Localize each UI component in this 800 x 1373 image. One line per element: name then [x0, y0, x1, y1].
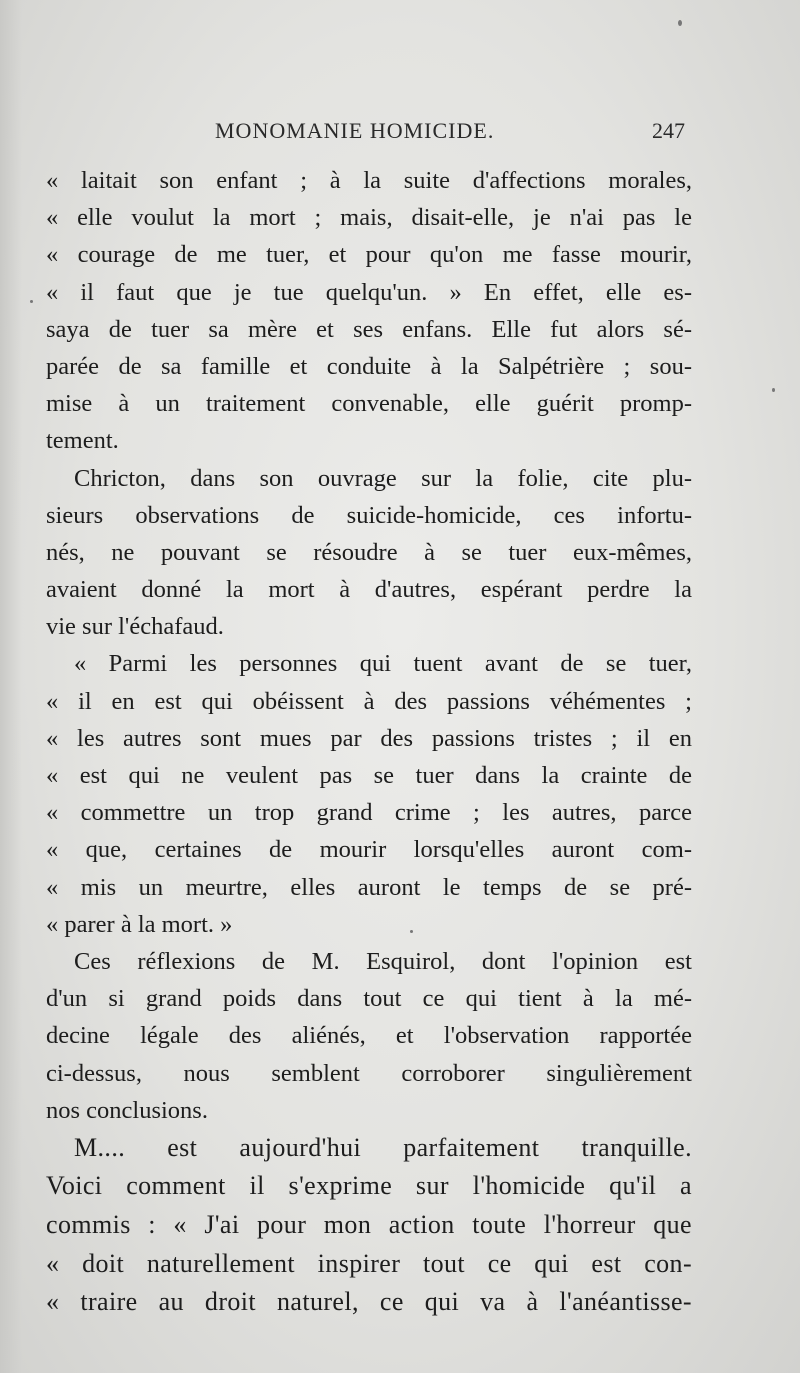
page-number: 247 [652, 118, 685, 143]
text-line: mise à un traitement convenable, elle guérit promp- [46, 390, 692, 418]
text-line: nos conclusions. [46, 1096, 208, 1124]
paper-speck [30, 300, 33, 303]
text-line: Voici comment il s'exprime sur l'homicide qu'il a [46, 1171, 692, 1201]
text-line: « les autres sont mues par des passions tristes ; il en [46, 724, 692, 752]
text-line: vie sur l'échafaud. [46, 613, 224, 641]
text-line: tement. [46, 427, 119, 455]
text-line: « il faut que je tue quelqu'un. » En effet, elle es- [46, 278, 692, 306]
text-line: decine légale des aliénés, et l'observation rapportée [46, 1022, 692, 1050]
page-header [215, 118, 685, 148]
text-line: « doit naturellement inspirer tout ce qui est con- [46, 1248, 692, 1278]
text-line: « parer à la mort. » [46, 910, 233, 938]
text-line: parée de sa famille et conduite à la Salpétrière ; sou- [46, 352, 692, 380]
text-line: « courage de me tuer, et pour qu'on me fasse mourir, [46, 241, 692, 269]
text-line: saya de tuer sa mère et ses enfans. Elle fut alors sé- [46, 315, 692, 343]
text-line: « traire au droit naturel, ce qui va à l'anéantisse- [46, 1287, 692, 1317]
text-line: d'un si grand poids dans tout ce qui tient à la mé- [46, 985, 692, 1013]
paper-speck [772, 388, 775, 392]
text-line: « mis un meurtre, elles auront le temps de se pré- [46, 873, 692, 901]
text-line: ci-dessus, nous semblent corroborer singulièrement [46, 1059, 692, 1087]
text-line: « il en est qui obéissent à des passions véhémentes ; [46, 687, 692, 715]
text-line: « que, certaines de mourir lorsqu'elles auront com- [46, 836, 692, 864]
page-edge-shadow [0, 0, 22, 1373]
text-line: commis : « J'ai pour mon action toute l'horreur que [46, 1210, 692, 1240]
text-line: « laitait son enfant ; à la suite d'affections morales, [46, 167, 692, 194]
paragraph-start-line: Chricton, dans son ouvrage sur la folie, cite plu- [74, 464, 692, 492]
text-line: avaient donné la mort à d'autres, espérant perdre la [46, 576, 692, 604]
paper-speck [410, 930, 413, 933]
text-line: « commettre un trop grand crime ; les autres, parce [46, 799, 692, 827]
text-line: nés, ne pouvant se résoudre à se tuer eux-mêmes, [46, 538, 692, 566]
paragraph-start-line: « Parmi les personnes qui tuent avant de se tuer, [74, 650, 692, 678]
text-line: « est qui ne veulent pas se tuer dans la crainte de [46, 762, 692, 789]
paper-speck [678, 20, 682, 26]
text-line: sieurs observations de suicide-homicide, ces infortu- [46, 501, 692, 529]
body-text [46, 162, 692, 1322]
paragraph-start-line: Ces réflexions de M. Esquirol, dont l'opinion est [74, 947, 692, 975]
text-line: « elle voulut la mort ; mais, disait-elle, je n'ai pas le [46, 204, 692, 232]
paragraph-start-line: M.... est aujourd'hui parfaitement tranquille. [74, 1132, 692, 1162]
running-title: MONOMANIE HOMICIDE. [215, 118, 495, 143]
